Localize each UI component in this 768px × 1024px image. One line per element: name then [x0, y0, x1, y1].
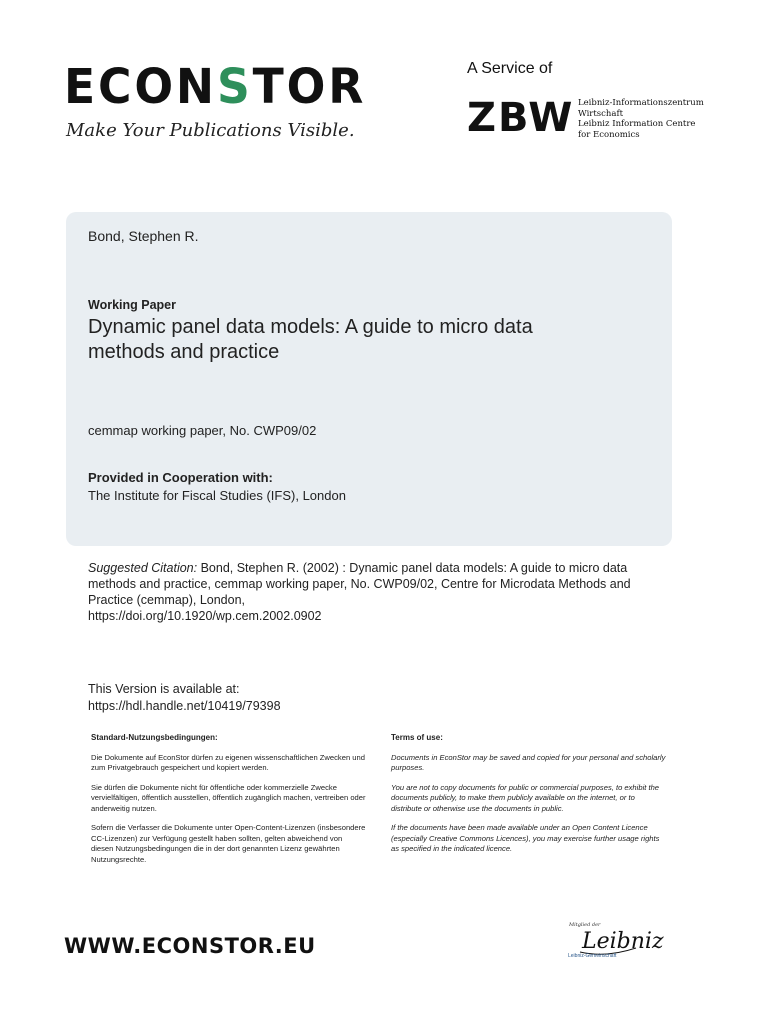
citation-doi-link[interactable]: https://doi.org/10.1920/wp.cem.2002.0902 — [88, 609, 322, 623]
logo-accent: S — [216, 59, 253, 115]
logo-suffix: TOR — [252, 59, 367, 115]
terms-english — [391, 733, 666, 864]
citation-label: Suggested Citation: — [88, 561, 198, 575]
leibniz-association-label: Leibniz-Gemeinschaft — [568, 953, 617, 959]
document-type: Working Paper — [88, 298, 176, 312]
zbw-info-line: Leibniz Information Centre — [578, 119, 696, 129]
terms-german-heading: Standard-Nutzungsbedingungen: — [91, 733, 218, 742]
tagline: Make Your Publications Visible. — [66, 120, 355, 141]
series: cemmap working paper, No. CWP09/02 — [88, 423, 317, 438]
terms-german — [91, 733, 366, 874]
zbw-info-line: Leibniz-Informationszentrum — [578, 98, 704, 108]
leibniz-member-label: Mitglied der — [569, 922, 601, 928]
econstor-url-link[interactable]: WWW.ECONSTOR.EU — [64, 934, 316, 958]
suggested-citation — [88, 560, 648, 624]
terms-paragraph: Documents in EconStor may be saved and copied for your personal and scholarly purposes. — [391, 752, 666, 772]
zbw-info-line: for Economics — [578, 129, 640, 140]
document-title: Dynamic panel data models: A guide to micro data methods and practice — [88, 316, 533, 363]
cooperation-label: Provided in Cooperation with: — [88, 470, 273, 485]
cooperation-institution: The Institute for Fiscal Studies (IFS), London — [88, 488, 346, 503]
terms-paragraph: Die Dokumente auf EconStor dürfen zu eigenen wissenschaftlichen Zwecken und zum Privatgebrauch gespeichert und kopiert werden. — [91, 752, 365, 772]
author: Bond, Stephen R. — [88, 228, 199, 244]
handle-link[interactable]: https://hdl.handle.net/10419/79398 — [88, 699, 281, 713]
terms-paragraph: Sie dürfen die Dokumente nicht für öffentliche oder kommerzielle Zwecke vervielfältigen, öffentlich ausstellen, öffentlich zugänglich machen, vertreiben oder anderweitig nutzen. — [91, 782, 366, 813]
terms-paragraph: If the documents have been made available under an Open Content Licence (especially Creative Commons Licences), you may exercise further usage rights as specified in the indicated licence. — [391, 823, 660, 853]
leibniz-signature: Leibniz — [582, 929, 664, 954]
terms-paragraph: Sofern die Verfasser die Dokumente unter Open-Content-Lizenzen (insbesondere CC-Lizenzen) zur Verfügung gestellt haben sollten, gelten abweichend von diesen Nutzungsbedingungen die in der dort genannten Lizenz gewährten Nutzungsrechte. — [91, 823, 366, 864]
logo-prefix: ECON — [64, 59, 217, 115]
zbw-info — [578, 98, 708, 140]
citation-text: Bond, Stephen R. (2002) : Dynamic panel data models: A guide to micro data methods and practice, cemmap working paper, No. CWP09/02, Centre for Microdata Methods and Practice (cemmap), London, — [88, 561, 631, 607]
leibniz-logo[interactable] — [566, 918, 664, 974]
service-label: A Service of — [467, 60, 553, 77]
version-label: This Version is available at: — [88, 682, 240, 696]
econstor-logo[interactable] — [64, 59, 367, 115]
terms-paragraph: You are not to copy documents for public or commercial purposes, to exhibit the documents publicly, to make them publicly available on the internet, or to distribute or otherwise use the documents in public. — [391, 782, 660, 813]
zbw-info-line: Wirtschaft — [578, 108, 624, 119]
terms-english-heading: Terms of use: — [391, 733, 443, 742]
version-info — [88, 681, 488, 715]
zbw-logo[interactable]: ZBW — [467, 95, 575, 141]
